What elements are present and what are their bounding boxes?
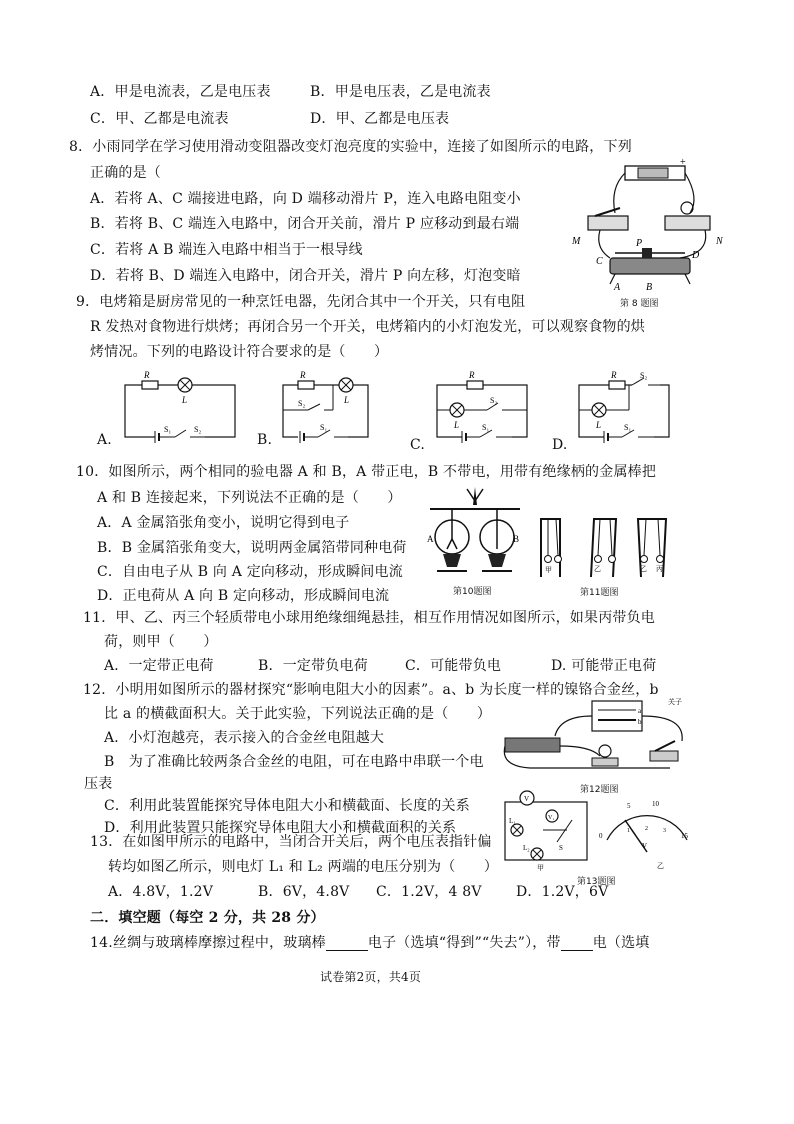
q13-circuit-figure — [497, 790, 697, 885]
svg-text:B: B — [513, 534, 520, 544]
svg-text:L: L — [596, 420, 602, 430]
q9-circuit-b — [278, 370, 373, 445]
q12-circuit-figure — [500, 696, 690, 796]
svg-text:V: V — [524, 795, 530, 803]
svg-text:N: N — [716, 236, 723, 247]
svg-text:S₂: S₂ — [640, 371, 648, 380]
q9-circuit-d — [574, 370, 674, 445]
svg-text:甲: 甲 — [545, 566, 552, 574]
q12-option-c: C．利用此装置能探究导体电阻大小和横截面、长度的关系 — [104, 798, 470, 814]
svg-text:+: + — [680, 157, 686, 168]
svg-text:L: L — [454, 420, 460, 430]
q11-figure-caption: 第11题图 — [580, 588, 619, 598]
q12-figure-caption: 第12题图 — [580, 785, 619, 795]
svg-text:L₂: L₂ — [523, 844, 530, 852]
q8-option-a: A．若将 A、C 端接进电路，向 D 端移动滑片 P，连入电路电阻变小 — [90, 191, 521, 207]
q13-option-a: A．4.8V，1.2V — [108, 884, 214, 900]
switch-icon — [588, 216, 628, 230]
q8-option-d: D．若将 B、D 端连入电路中，闭合开关，滑片 P 向左移，灯泡变暗 — [90, 268, 521, 284]
svg-text:b: b — [638, 718, 642, 726]
rheostat-icon — [610, 258, 690, 274]
svg-text:乙: 乙 — [657, 862, 664, 870]
q10-stem-line2: A 和 B 连接起来，下列说法不正确的是（ ） — [97, 490, 402, 506]
svg-text:S₁: S₁ — [320, 423, 328, 432]
svg-text:S₁: S₁ — [482, 423, 490, 432]
svg-text:关子: 关子 — [668, 698, 682, 706]
svg-text:S₁: S₁ — [164, 425, 172, 434]
q9-option-d-label: D. — [552, 437, 568, 453]
q13-stem-line1: 13．在如图甲所示的电路中，当闭合开关后，两个电压表指针偏 — [90, 834, 492, 850]
svg-text:3: 3 — [663, 828, 666, 834]
svg-text:L: L — [344, 395, 350, 405]
q13-figure-caption: 第13题图 — [577, 877, 616, 887]
svg-text:M: M — [572, 236, 581, 247]
svg-text:A: A — [614, 282, 621, 293]
svg-text:V: V — [642, 842, 648, 850]
svg-text:5: 5 — [627, 802, 631, 810]
q14-blank-2[interactable] — [561, 936, 593, 951]
svg-text:丙: 丙 — [656, 565, 663, 573]
q10-electroscope-figure — [425, 487, 530, 597]
lamp-icon — [665, 216, 710, 230]
q12-option-b-line2: 压表 — [84, 776, 113, 792]
q14-blank-1[interactable] — [326, 936, 368, 951]
q7-option-b: B．甲是电压表，乙是电流表 — [310, 84, 491, 100]
q11-charged-balls-figure — [536, 515, 676, 597]
q11-stem-line1: 11．甲、乙、丙三个轻质带电小球用绝缘细绳悬挂，相互作用情况如图所示，如果丙带负电 — [83, 610, 656, 626]
battery-icon — [505, 738, 560, 752]
switch-icon — [650, 751, 678, 761]
q12-stem-line2: 比 a 的横截面积大。关于此实验，下列说法正确的是（ ） — [104, 706, 492, 722]
q14-text-part2: 电子（选填“得到”“失去”），带 — [367, 935, 561, 951]
q10-option-a: A．A 金属箔张角变小，说明它得到电子 — [97, 515, 350, 531]
svg-text:a: a — [638, 707, 642, 715]
q13-stem-line2: 转均如图乙所示，则电灯 L₁ 和 L₂ 两端的电压分别为（ ） — [108, 859, 499, 875]
q12-option-d: D．利用此装置只能探究导体电阻大小和横截面积的关系 — [104, 820, 457, 836]
q9-stem-line2: R 发热对食物进行烘烤；再闭合另一个开关，电烤箱内的小灯泡发光，可以观察食物的烘 — [90, 319, 645, 335]
svg-text:V₁: V₁ — [548, 815, 555, 821]
q8-stem-line2: 正确的是（ — [90, 165, 161, 181]
q11-option-b: B．一定带负电荷 — [258, 658, 368, 674]
q9-circuit-c — [432, 370, 532, 445]
q9-stem-line1: 9．电烤箱是厨房常见的一种烹饪电器，先闭合其中一个开关，只有电阻 — [76, 294, 526, 310]
q11-option-d: D. 可能带正电荷 — [551, 658, 657, 674]
q8-figure-caption: 第 8 题图 — [620, 299, 659, 309]
q9-option-a-label: A. — [97, 432, 112, 448]
q13-option-d: D．1.2V，6V — [516, 884, 609, 900]
q14-text — [90, 935, 650, 951]
q9-circuit-a — [120, 370, 240, 445]
alloy-wire-board-icon — [592, 701, 642, 731]
svg-text:D: D — [692, 250, 700, 261]
q12-option-b-line1: B 为了准确比较两条合金丝的电阻，可在电路中串联一个电 — [104, 754, 484, 770]
q11-option-c: C．可能带负电 — [405, 658, 502, 674]
svg-text:R: R — [611, 370, 617, 380]
svg-text:S₂: S₂ — [298, 399, 306, 408]
svg-text:S₁: S₁ — [624, 423, 632, 432]
svg-text:P: P — [636, 238, 643, 249]
svg-text:0: 0 — [599, 832, 603, 840]
svg-text:10: 10 — [652, 800, 659, 808]
svg-text:R: R — [144, 370, 150, 380]
q10-option-d: D．正电荷从 A 向 B 定向移动，形成瞬间电流 — [97, 588, 390, 604]
q10-option-c: C．自由电子从 B 向 A 定向移动，形成瞬间电流 — [97, 564, 403, 580]
svg-text:L: L — [182, 395, 188, 405]
q8-circuit-figure — [570, 158, 730, 308]
q11-stem-line2: 荷，则甲（ ） — [104, 634, 218, 650]
q9-option-b-label: B. — [257, 432, 273, 448]
q10-stem-line1: 10．如图所示，两个相同的验电器 A 和 B，A 带正电，B 不带电，用带有绝缘柄的金属棒把 — [76, 464, 657, 480]
svg-text:L₁: L₁ — [509, 817, 516, 825]
svg-text:15: 15 — [681, 832, 688, 840]
q11-option-a: A．一定带正电荷 — [104, 658, 214, 674]
svg-text:2: 2 — [645, 826, 648, 832]
section-2-title: 二．填空题（每空 2 分，共 28 分） — [90, 910, 325, 926]
lamp-icon — [599, 745, 611, 757]
svg-text:R: R — [300, 370, 306, 380]
q10-option-b: B．B 金属箔张角变大，说明两金属箔带同种电荷 — [97, 540, 407, 556]
svg-text:乙: 乙 — [640, 565, 647, 573]
svg-text:C: C — [596, 256, 603, 267]
page-footer: 试卷第2页，共4页 — [320, 970, 422, 984]
q13-option-b: B．6V，4.8V — [258, 884, 350, 900]
q8-stem-line1: 8．小雨同学在学习使用滑动变阻器改变灯泡亮度的实验中，连接了如图所示的电路，下列 — [69, 139, 632, 155]
q13-option-c: C．1.2V，4 8V — [376, 884, 482, 900]
q10-figure-caption: 第10题图 — [453, 587, 492, 597]
svg-text:B: B — [646, 282, 653, 293]
q9-stem-line3: 烤情况。下列的电路设计符合要求的是（ ） — [90, 344, 389, 360]
svg-text:1: 1 — [627, 828, 630, 834]
svg-text:S₂: S₂ — [490, 396, 498, 405]
q12-option-a: A．小灯泡越亮，表示接入的合金丝电阻越大 — [104, 730, 385, 746]
q7-option-c: C．甲、乙都是电流表 — [90, 111, 229, 127]
q8-option-b: B．若将 B、C 端连入电路中，闭合开关前，滑片 P 应移动到最右端 — [90, 216, 520, 232]
q7-option-a: A．甲是电流表，乙是电压表 — [90, 84, 271, 100]
q9-option-c-label: C. — [410, 437, 426, 453]
svg-text:甲: 甲 — [537, 864, 544, 872]
q14-text-part1: 14.丝绸与玻璃棒摩擦过程中，玻璃棒 — [90, 935, 326, 951]
svg-text:A: A — [427, 534, 434, 544]
q12-stem-line1: 12．小明用如图所示的器材探究“影响电阻大小的因素”。a、b 为长度一样的镍铬合金丝，b — [83, 682, 659, 698]
svg-text:S₂: S₂ — [194, 425, 202, 434]
q14-text-part3: 电（选填 — [592, 935, 650, 951]
svg-text:乙: 乙 — [594, 565, 601, 573]
q7-option-d: D．甲、乙都是电压表 — [310, 111, 450, 127]
svg-text:S: S — [559, 844, 563, 852]
q8-option-c: C．若将 A B 端连入电路中相当于一根导线 — [90, 242, 363, 258]
svg-text:R: R — [469, 370, 475, 380]
